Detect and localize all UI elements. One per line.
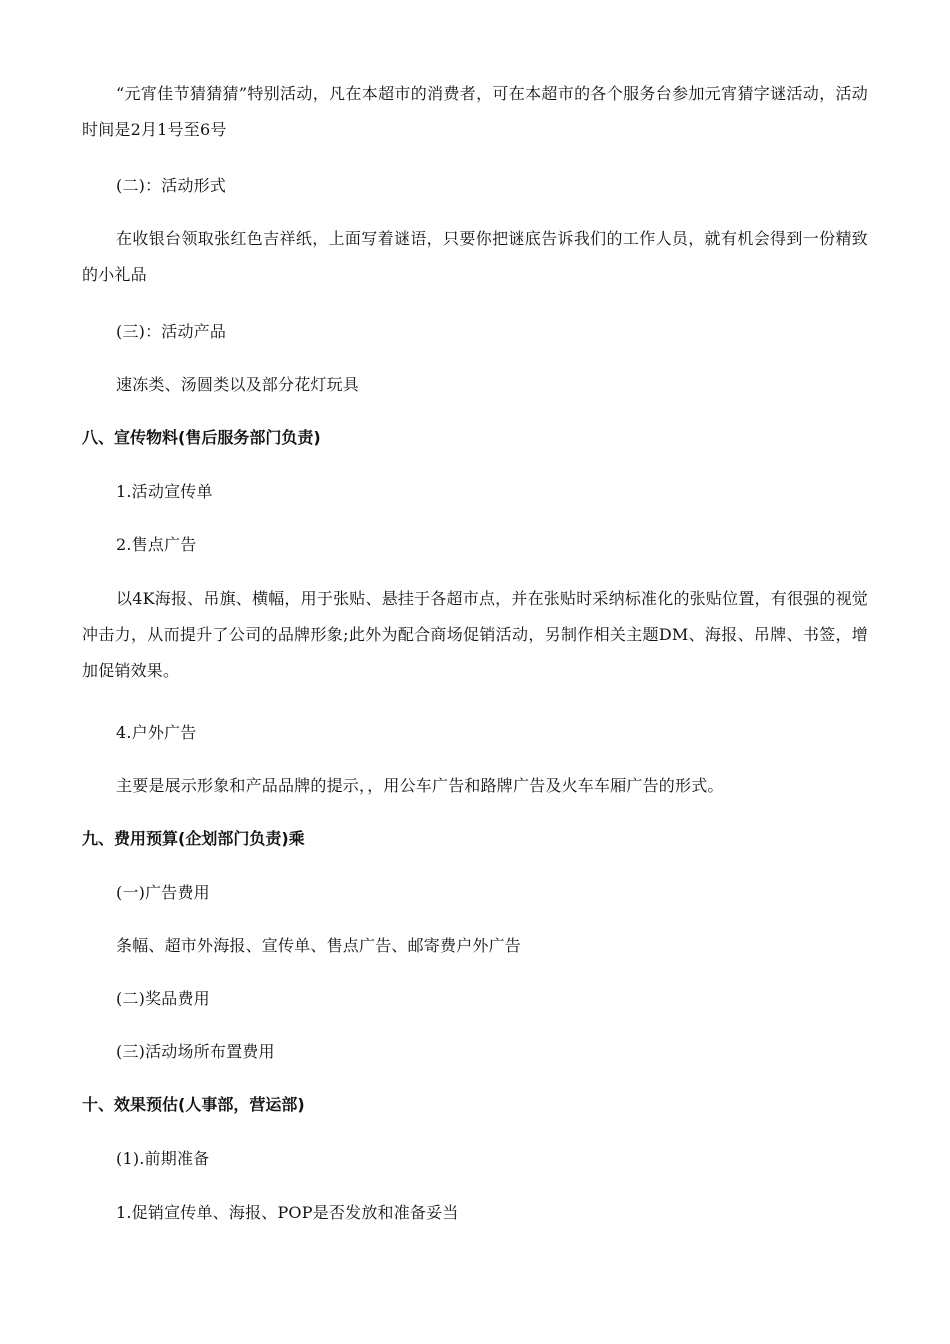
heading-budget: 九、费用预算(企划部门负责)乘 [82,829,305,848]
item-outdoor-ads: 4.户外广告 [116,723,197,742]
item-flyer: 1.活动宣传单 [116,482,213,501]
paragraph-activity-products: 速冻类、汤圆类以及部分花灯玩具 [116,375,360,394]
item-promo-materials-check: 1.促销宣传单、海报、POP是否发放和准备妥当 [116,1203,459,1222]
paragraph-point-of-sale-ads: 以4K海报、吊旗、横幅，用于张贴、悬挂于各超市点，并在张贴时采纳标准化的张贴位置，有很强的视觉冲击力，从而提升了公司的品牌形象;此外为配合商场促销活动，另制作相关主题DM、海报、吊牌、书签，增加促销效果。 [82,589,868,680]
section-activity-form: (二)：活动形式 [116,176,227,195]
item-preliminary-preparation: (1).前期准备 [116,1149,210,1168]
paragraph-lantern-riddle-activity: “元宵佳节猜猜猜”特别活动，凡在本超市的消费者，可在本超市的各个服务台参加元宵猜字谜活动，活动时间是2月1号至6号 [82,84,868,139]
item-venue-setup-cost: (三)活动场所布置费用 [116,1042,275,1061]
item-advertising-cost: (一)广告费用 [116,883,210,902]
section-activity-products: (三)：活动产品 [116,322,227,341]
paragraph-outdoor-ads: 主要是展示形象和产品品牌的提示，，用公车广告和路牌广告及火车车厢广告的形式。 [116,776,724,795]
item-point-of-sale-ads: 2.售点广告 [116,535,197,554]
paragraph-advertising-cost: 条幅、超市外海报、宣传单、售点广告、邮寄费户外广告 [116,936,522,955]
heading-promotional-materials: 八、宣传物料(售后服务部门负责) [82,428,321,447]
item-prize-cost: (二)奖品费用 [116,989,210,1008]
heading-effect-estimate: 十、效果预估(人事部，营运部) [82,1095,305,1114]
paragraph-activity-form: 在收银台领取张红色吉祥纸，上面写着谜语，只要你把谜底告诉我们的工作人员，就有机会得到一份精致的小礼品 [82,229,868,284]
